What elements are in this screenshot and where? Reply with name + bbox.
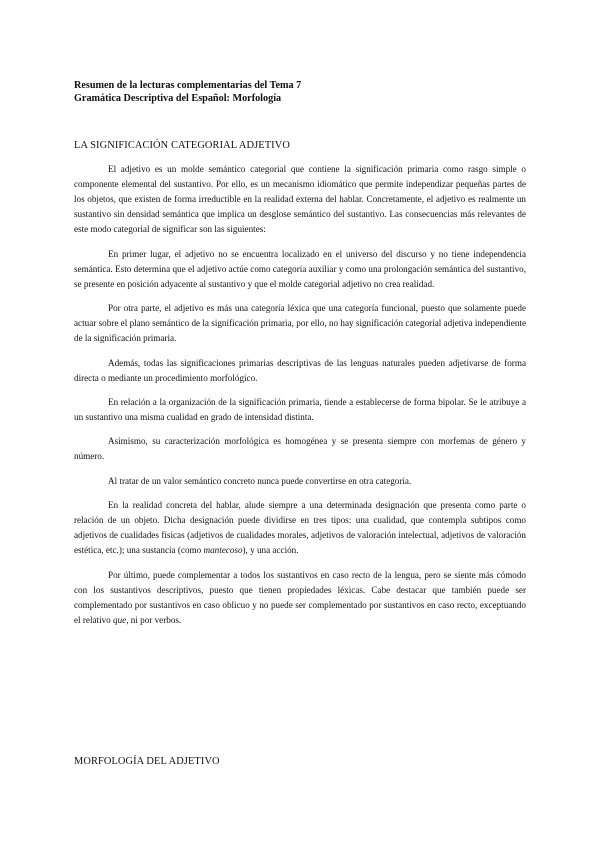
paragraph-1: El adjetivo es un molde semántico categorial que contiene la significación primaria como rasgo simple o componente elemental del sustantivo. Por ello, es un mecanismo idiomático que permite independizar pequeñas partes de los objetos, que existen de forma irreductible en la realidad externa del hablar. Concretamente, el adjetivo es realmente un sustantivo sin densidad semántica que implica un desglose semántico del sustantivo. Las consecuencias más relevantes de este modo categorial de significar son las siguientes: [74,164,526,235]
paragraph-4: Además, todas las significaciones primarias descriptivas de las lenguas naturales pueden adjetivarse de forma directa o mediante un procedimiento morfológico. [74,357,526,383]
header-course-line: Resumen de la lecturas complementarias del Tema 7 [74,80,302,91]
section-title-significacion: LA SIGNIFICACIÓN CATEGORIAL ADJETIVO [74,140,290,151]
document-header [74,79,534,105]
paragraph-5: En relación a la organización de la significación primaria, tiende a establecerse de forma bipolar. Se le atribuye a un sustantivo una misma cualidad en grado de intensidad distinta. [74,396,526,423]
paragraph-7: Al tratar de un valor semántico concreto nunca puede convertirse en otra categoría. [108,475,412,486]
paragraph-8-text-a: En la realidad concreta del hablar, alude siempre a una determinada designación que presenta como parte o relación de un objeto. Dicha designación puede dividirse en tres tipos: una cualidad, que contempla subtipos como adjetivos de cualidades físicas (adjetivos de cualidades morales, adjetivos de valoración intelectual, adjetivos de valoración estética, etc.); una sustancia (como [74,500,526,556]
paragraph-3: Por otra parte, el adjetivo es más una categoría léxica que una categoría funcional, puesto que solamente puede actuar sobre el plano semántico de la significación primaria, por ello, no hay significación categorial adjetiva independiente de la significación primaria. [74,303,526,344]
section-title-morfologia: MORFOLOGÍA DEL ADJETIVO [74,756,220,767]
section-body [74,162,526,637]
paragraph-2: En primer lugar, el adjetivo no se encuentra localizado en el universo del discurso y no tiene independencia semántica. Esto determina que el adjetivo actúe como categoría auxiliar y como una prolongación semántica del sustantivo, se presente en posición adyacente al sustantivo y que el molde categorial adjetivo no crea realidad. [74,248,526,289]
paragraph-6: Asimismo, su caracterización morfológica es homogénea y se presenta siempre con morfemas de género y número. [74,436,526,462]
paragraph-8-italic-term: mantecoso [203,545,243,556]
paragraph-9-text-b: , ni por verbos. [126,614,182,625]
paragraph-8 [74,498,526,558]
header-subject-line: Gramática Descriptiva del Español: Morfología [74,93,282,104]
paragraph-9-text-a: Por último, puede complementar a todos los sustantivos en caso recto de la lengua, pero se siente más cómodo con los sustantivos descriptivos, puesto que tienen propiedades léxicas. Cabe destacar que también puede ser complementado por sustantivos en caso oblicuo y no puede ser complementado por sustantivos en caso recto, exceptuando el relativo [74,569,526,625]
paragraph-9-italic-term: que [113,614,127,625]
paragraph-8-text-b: ), y una acción. [242,545,299,556]
paragraph-9 [74,568,526,628]
